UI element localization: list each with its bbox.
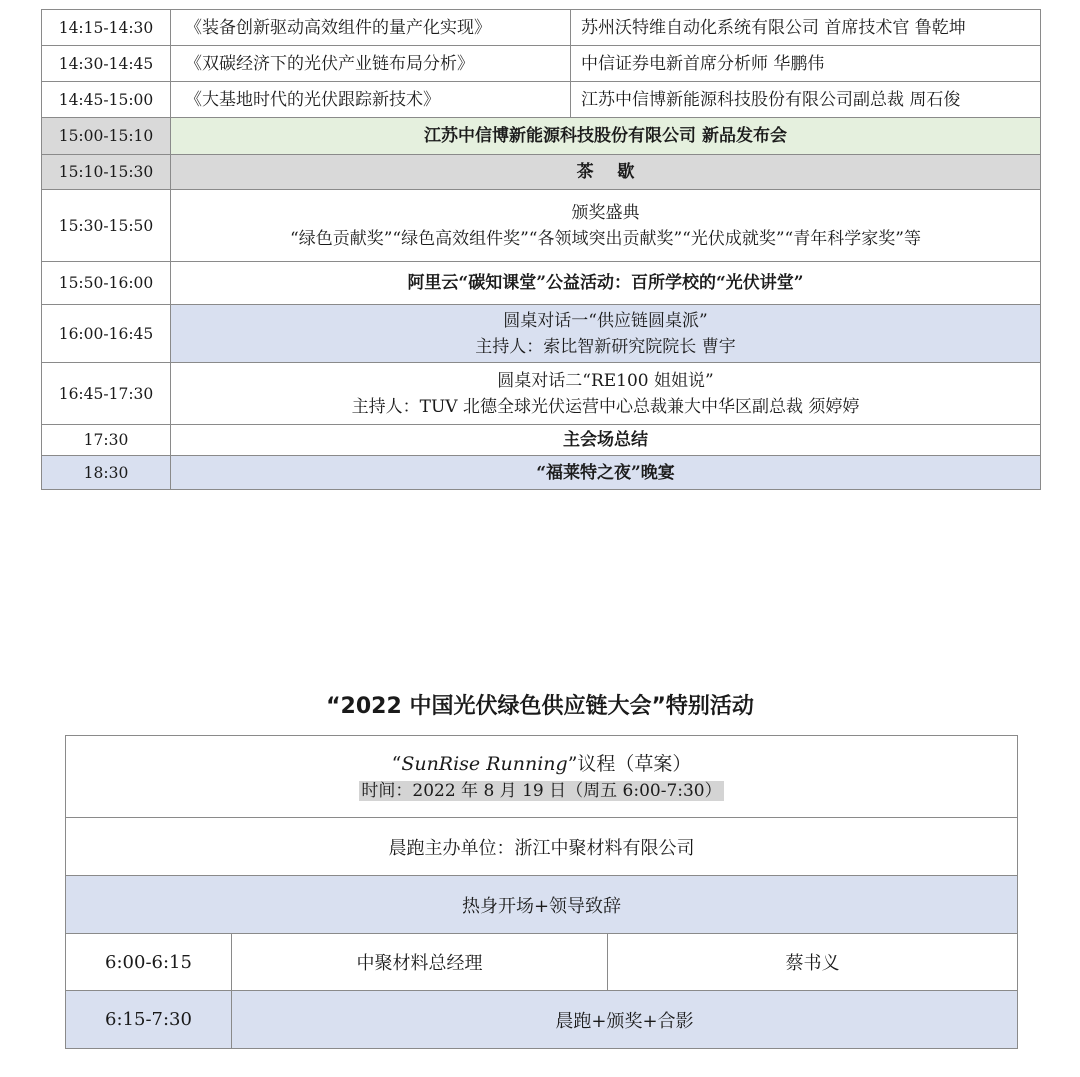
roundtable2-host: 主持人：TUV 北德全球光伏运营中心总裁兼大中华区副总裁 须婷婷: [351, 396, 860, 417]
table-row: [66, 934, 1018, 991]
talk-time: 14:15-14:30: [42, 10, 171, 46]
aliyun-row: [42, 262, 1041, 305]
organizer-text: 晨跑主办单位：浙江中聚材料有限公司: [388, 837, 695, 859]
summary-event: 主会场总结: [171, 425, 1041, 456]
dinner-time: 18:30: [42, 456, 171, 490]
launch-time: 15:00-15:10: [42, 118, 171, 155]
sunrise-agenda-table: [65, 735, 1018, 1049]
roundtable1-cell: [171, 305, 1041, 363]
talk-title: 《双碳经济下的光伏产业链布局分析》: [171, 46, 571, 82]
roundtable2-title: 圆桌对话二“RE100 姐姐说”: [497, 370, 714, 391]
talk-time: 14:30-14:45: [42, 46, 171, 82]
table-row: [42, 10, 1041, 46]
row1-person: 蔡书义: [608, 934, 1018, 991]
roundtable2-cell: [171, 363, 1041, 425]
aliyun-time: 15:50-16:00: [42, 262, 171, 305]
warmup-text: 热身开场+领导致辞: [66, 876, 1018, 934]
summary-row: [42, 425, 1041, 456]
awards-row: [42, 190, 1041, 262]
awards-cell: [171, 190, 1041, 262]
tea-break-label: 茶 歇: [171, 155, 1041, 190]
sunrise-header-cell: [66, 736, 1018, 818]
talk-speaker: 苏州沃特维自动化系统有限公司 首席技术官 鲁乾坤: [571, 10, 1041, 46]
roundtable1-time: 16:00-16:45: [42, 305, 171, 363]
talk-title: 《大基地时代的光伏跟踪新技术》: [171, 82, 571, 118]
sunrise-date: 时间：2022 年 8 月 19 日（周五 6:00-7:30）: [361, 780, 722, 801]
talk-speaker: 江苏中信博新能源科技股份有限公司副总裁 周石俊: [571, 82, 1041, 118]
row2-time: 6:15-7:30: [66, 991, 232, 1049]
row2-event: 晨跑+颁奖+合影: [232, 991, 1018, 1049]
organizer-cell: [66, 818, 1018, 876]
summary-time: 17:30: [42, 425, 171, 456]
launch-event: 江苏中信博新能源科技股份有限公司 新品发布会: [171, 118, 1041, 155]
dinner-row: [42, 456, 1041, 490]
awards-detail: “绿色贡献奖”“绿色高效组件奖”“各领域突出贡献奖”“光伏成就奖”“青年科学家奖”等: [290, 228, 921, 249]
organizer-row: [66, 818, 1018, 876]
row1-role: 中聚材料总经理: [232, 934, 608, 991]
sunrise-title: “SunRise Running”议程（草案）: [391, 752, 692, 775]
talk-speaker: 中信证券电新首席分析师 华鹏伟: [571, 46, 1041, 82]
tea-break-row: [42, 155, 1041, 190]
table-row: [66, 991, 1018, 1049]
sunrise-header-row: [66, 736, 1018, 818]
roundtable1-title: 圆桌对话一“供应链圆桌派”: [503, 310, 708, 331]
agenda-table: [41, 9, 1041, 490]
roundtable1-row: [42, 305, 1041, 363]
warmup-row: [66, 876, 1018, 934]
awards-time: 15:30-15:50: [42, 190, 171, 262]
row1-time: 6:00-6:15: [66, 934, 232, 991]
tea-break-time: 15:10-15:30: [42, 155, 171, 190]
roundtable1-host: 主持人：索比智新研究院院长 曹宇: [475, 336, 736, 357]
table-row: [42, 46, 1041, 82]
talk-time: 14:45-15:00: [42, 82, 171, 118]
special-activity-title: “2022 中国光伏绿色供应链大会”特别活动: [326, 694, 754, 719]
talk-title: 《装备创新驱动高效组件的量产化实现》: [171, 10, 571, 46]
aliyun-event: 阿里云“碳知课堂”公益活动：百所学校的“光伏讲堂”: [171, 262, 1041, 305]
awards-title: 颁奖盛典: [571, 202, 640, 223]
dinner-event: “福莱特之夜”晚宴: [171, 456, 1041, 490]
table-row: [42, 82, 1041, 118]
roundtable2-row: [42, 363, 1041, 425]
launch-row: [42, 118, 1041, 155]
sunrise-title-en: SunRise Running: [401, 752, 568, 775]
roundtable2-time: 16:45-17:30: [42, 363, 171, 425]
